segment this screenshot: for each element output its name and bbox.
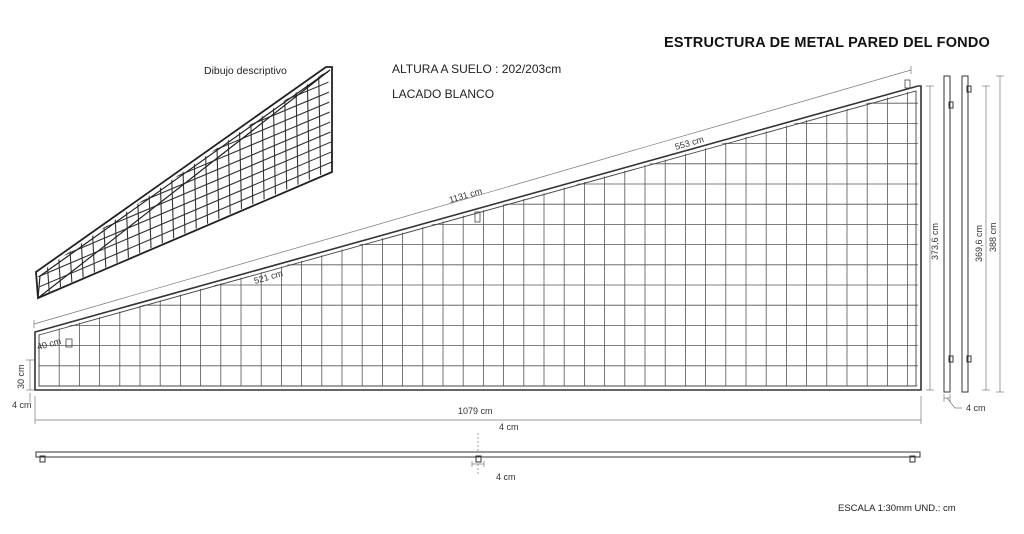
frame-outline xyxy=(35,86,921,390)
scale-note: ESCALA 1:30mm UND.: cm xyxy=(838,503,956,514)
label-1079cm: 1079 cm xyxy=(458,406,493,416)
label-373-6cm: 373,6 cm xyxy=(930,222,940,260)
label-4cm-side: 4 cm xyxy=(966,403,986,413)
label-4cm-bar-bottom: 4 cm xyxy=(496,472,516,482)
label-388cm: 388 cm xyxy=(988,222,998,252)
drawing-title: ESTRUCTURA DE METAL PARED DEL FONDO xyxy=(664,35,991,51)
label-369-6cm: 369,6 cm xyxy=(974,224,984,262)
label-1131cm: 1131 cm xyxy=(447,185,484,205)
bottom-bar-view xyxy=(36,452,920,462)
label-521cm: 521 cm xyxy=(252,268,284,286)
sketch-outline xyxy=(36,67,332,298)
label-4cm-left: 4 cm xyxy=(12,400,32,410)
floor-height-note: ALTURA A SUELO : 202/203cm xyxy=(392,62,562,76)
finish-note: LACADO BLANCO xyxy=(392,87,495,101)
side-thickness-callout xyxy=(944,394,962,408)
sketch-mesh xyxy=(36,30,332,298)
frame-inner xyxy=(39,91,916,386)
label-553cm: 553 cm xyxy=(673,134,705,152)
main-elevation xyxy=(35,80,921,390)
label-4cm-bar-top: 4 cm xyxy=(499,422,519,432)
top-clip-right xyxy=(905,80,910,88)
label-40cm: 40 cm xyxy=(35,335,63,352)
bottom-bar-callouts xyxy=(472,433,484,476)
perspective-sketch xyxy=(36,30,332,298)
label-30cm: 30 cm xyxy=(16,364,26,389)
left-height-dimension xyxy=(26,360,34,402)
descriptive-drawing-label: Dibujo descriptivo xyxy=(204,65,287,77)
mesh-grid xyxy=(39,80,918,386)
